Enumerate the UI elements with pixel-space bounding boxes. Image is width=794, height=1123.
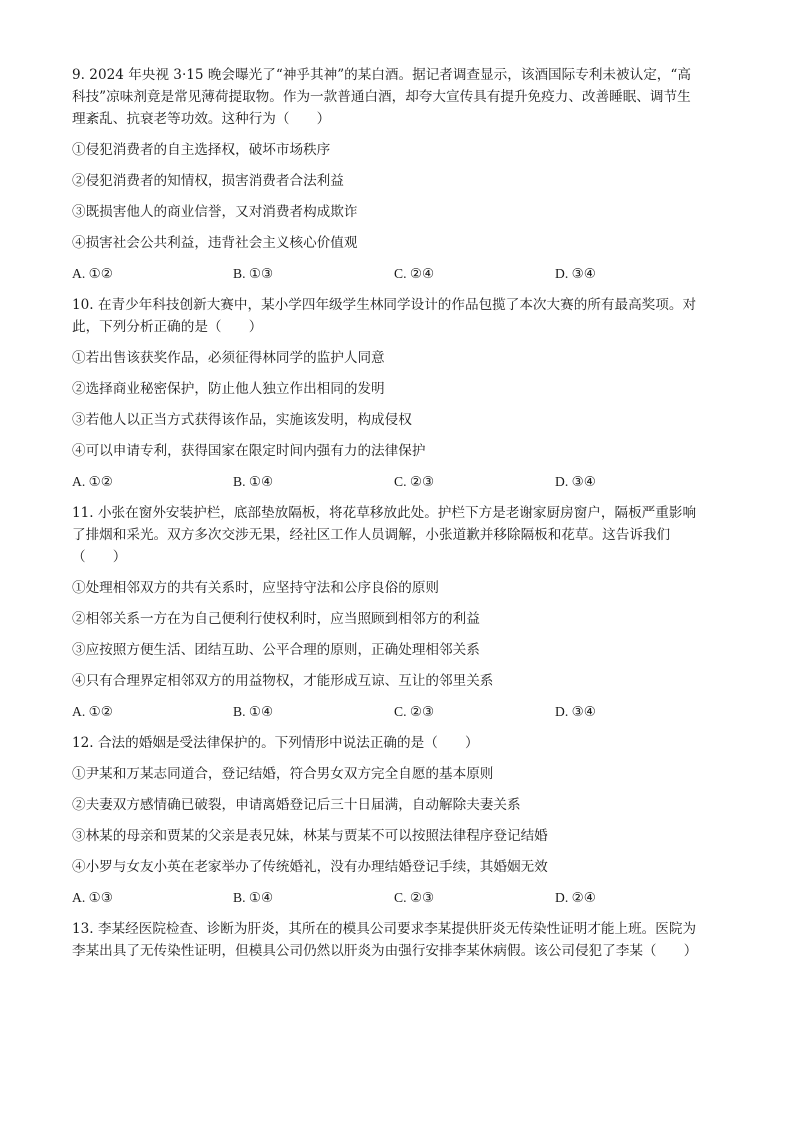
question-stem: 科技”凉味剂竟是常见薄荷提取物。作为一款普通白酒，却夸大宣传具有提升免疫力、改善睡眠、调节生 — [72, 89, 691, 105]
question-stem: 理紊乱、抗衰老等功效。这种行为（ ） — [72, 111, 331, 127]
option-a: A. ①② — [72, 266, 113, 281]
option-b: B. ①④ — [233, 474, 274, 489]
option-c: C. ②③ — [394, 890, 435, 905]
question-stem: 11. 小张在窗外安装护栏，底部垫放隔板，将花草移放此处。护栏下方是老谢家厨房窗户，隔板严重影响 — [72, 505, 697, 521]
option-d: D. ②④ — [555, 890, 596, 905]
statement-item: ①尹某和万某志同道合，登记结婚，符合男女双方完全自愿的基本原则 — [72, 766, 494, 782]
option-b: B. ①④ — [233, 704, 274, 719]
question-stem: 10. 在青少年科技创新大赛中，某小学四年级学生林同学设计的作品包揽了本次大赛的所有最高奖项。对 — [72, 297, 697, 313]
option-b: B. ①④ — [233, 890, 274, 905]
question-11 — [72, 502, 722, 732]
option-a: A. ①② — [72, 474, 113, 489]
statement-item: ②相邻关系一方在为自己便利行使权利时，应当照顾到相邻方的利益 — [72, 611, 480, 627]
question-stem: 9. 2024 年央视 3·15 晚会曝光了“神乎其神”的某白酒。据记者调查显示，该酒国际专利未被认定，“高 — [72, 67, 691, 83]
statement-item: ③应按照方便生活、团结互助、公平合理的原则，正确处理相邻关系 — [72, 642, 480, 658]
option-a: A. ①② — [72, 704, 113, 719]
answer-options — [72, 471, 722, 502]
option-d: D. ③④ — [555, 474, 596, 489]
question-stem: 13. 李某经医院检查、诊断为肝炎，其所在的模具公司要求李某提供肝炎无传染性证明才能上班。医院为 — [72, 921, 697, 937]
question-stem: 了排烟和采光。双方多次交涉无果，经社区工作人员调解，小张道歉并移除隔板和花草。这告诉我们 — [72, 527, 671, 543]
option-c: C. ②③ — [394, 704, 435, 719]
statement-item: ④只有合理界定相邻双方的用益物权，才能形成互谅、互让的邻里关系 — [72, 673, 494, 689]
question-stem: 李某出具了无传染性证明，但模具公司仍然以肝炎为由强行安排李某休病假。该公司侵犯了李某（ ） — [72, 943, 698, 959]
statement-item: ③若他人以正当方式获得该作品，实施该发明，构成侵权 — [72, 412, 412, 428]
option-c: C. ②④ — [394, 266, 435, 281]
question-13 — [72, 918, 722, 962]
question-10 — [72, 294, 722, 502]
question-stem: 此，下列分析正确的是（ ） — [72, 319, 263, 335]
statement-item: ④小罗与女友小英在老家举办了传统婚礼，没有办理结婚登记手续，其婚姻无效 — [72, 859, 548, 875]
option-d: D. ③④ — [555, 266, 596, 281]
statement-item: ①侵犯消费者的自主选择权，破坏市场秩序 — [72, 142, 331, 158]
question-stem: 12. 合法的婚姻是受法律保护的。下列情形中说法正确的是（ ） — [72, 735, 479, 751]
statement-item: ①若出售该获奖作品，必须征得林同学的监护人同意 — [72, 350, 385, 366]
question-stem: （ ） — [72, 549, 127, 565]
statement-item: ②选择商业秘密保护，防止他人独立作出相同的发明 — [72, 381, 385, 397]
question-12 — [72, 732, 722, 918]
statement-item: ②侵犯消费者的知情权，损害消费者合法利益 — [72, 173, 344, 189]
statement-item: ④损害社会公共利益，违背社会主义核心价值观 — [72, 235, 358, 251]
statement-item: ③既损害他人的商业信誉，又对消费者构成欺诈 — [72, 204, 358, 220]
option-d: D. ③④ — [555, 704, 596, 719]
statement-item: ②夫妻双方感情确已破裂，申请离婚登记后三十日届满，自动解除夫妻关系 — [72, 797, 521, 813]
question-9 — [72, 64, 722, 294]
option-b: B. ①③ — [233, 266, 274, 281]
statement-item: ①处理相邻双方的共有关系时，应坚持守法和公序良俗的原则 — [72, 580, 440, 596]
option-a: A. ①③ — [72, 890, 113, 905]
statement-item: ③林某的母亲和贾某的父亲是表兄妹，林某与贾某不可以按照法律程序登记结婚 — [72, 828, 548, 844]
answer-options — [72, 701, 722, 732]
option-c: C. ②③ — [394, 474, 435, 489]
answer-options — [72, 263, 722, 294]
answer-options — [72, 887, 722, 918]
exam-page — [72, 64, 722, 962]
statement-item: ④可以申请专利，获得国家在限定时间内强有力的法律保护 — [72, 443, 426, 459]
